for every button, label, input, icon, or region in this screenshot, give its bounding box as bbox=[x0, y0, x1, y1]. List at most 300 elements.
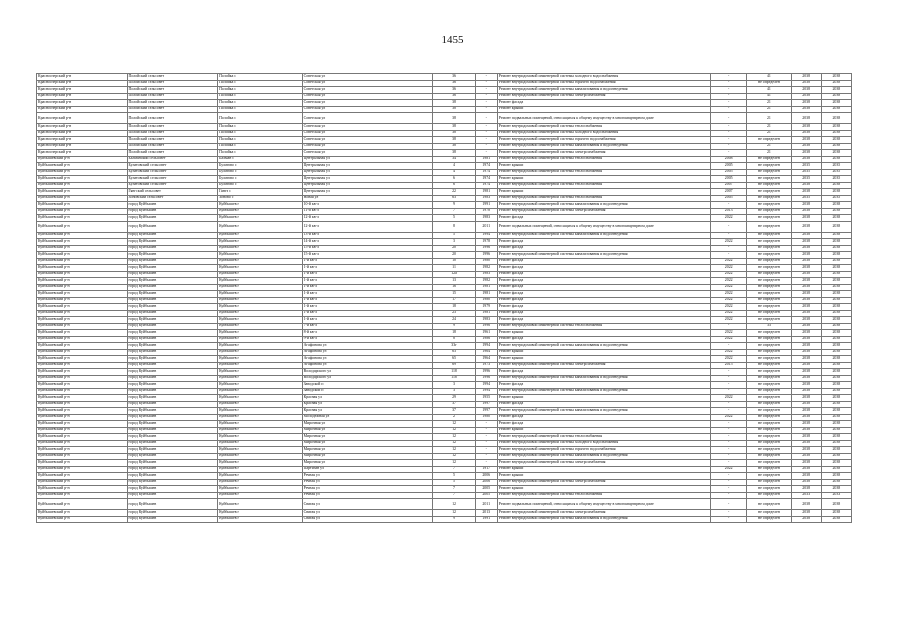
cell-plan-end: 2038 bbox=[821, 375, 851, 382]
cell-district: Куйбышевский р-н bbox=[37, 163, 128, 170]
cell-last-repair: - bbox=[711, 245, 747, 252]
cell-locality: Куйбышев г bbox=[218, 349, 303, 356]
cell-settlement: город Куйбышев bbox=[127, 382, 218, 389]
cell-street: 12-й кв-л bbox=[302, 215, 433, 222]
cell-last-repair: 2022 bbox=[711, 291, 747, 298]
cell-plan-start: 2038 bbox=[791, 100, 821, 107]
cell-settlement: Полойский сельсовет bbox=[127, 150, 218, 157]
cell-settlement: Полойский сельсовет bbox=[127, 137, 218, 144]
cell-plan-end: 2038 bbox=[821, 310, 851, 317]
cell-district: Куйбышевский р-н bbox=[37, 375, 128, 382]
cell-plan-end: 2038 bbox=[821, 421, 851, 428]
cell-district: Куйбышевский р-н bbox=[37, 486, 128, 493]
cell-work-type: Ремонт фасада bbox=[497, 239, 710, 246]
cell-settlement: город Куйбышев bbox=[127, 349, 218, 356]
cell-last-repair: - bbox=[711, 221, 747, 232]
cell-last-repair: 2022 bbox=[711, 336, 747, 343]
register-body bbox=[37, 74, 852, 523]
cell-last-repair: 2005 bbox=[711, 176, 747, 183]
cell-plan-start: 2038 bbox=[791, 434, 821, 441]
cell-street: Мирочная ул bbox=[302, 460, 433, 467]
cell-year: 1996 bbox=[475, 252, 497, 259]
cell-year: 1978 bbox=[475, 239, 497, 246]
cell-locality: Булатово с bbox=[218, 176, 303, 183]
cell-plan-start: 2038 bbox=[791, 113, 821, 124]
cell-locality: Полойка с bbox=[218, 74, 303, 81]
cell-settlement: город Куйбышев bbox=[127, 252, 218, 259]
cell-wear: не определен bbox=[747, 375, 791, 382]
cell-street: Речная ул bbox=[302, 479, 433, 486]
cell-district: Куйбышевский р-н bbox=[37, 202, 128, 209]
cell-plan-start: 2038 bbox=[791, 143, 821, 150]
cell-house: 7 bbox=[433, 486, 475, 493]
cell-work-type: Ремонт фасада bbox=[497, 421, 710, 428]
cell-work-type: Ремонт крыши bbox=[497, 356, 710, 363]
cell-plan-start: 2038 bbox=[791, 74, 821, 81]
cell-street: 1-й кв-л bbox=[302, 265, 433, 272]
cell-district: Куйбышевский р-н bbox=[37, 265, 128, 272]
cell-wear: не определен bbox=[747, 169, 791, 176]
cell-street: 7-й кв-л bbox=[302, 323, 433, 330]
cell-year: 1991 bbox=[475, 516, 497, 523]
cell-plan-start: 2038 bbox=[791, 453, 821, 460]
cell-year: 1981 bbox=[475, 310, 497, 317]
cell-plan-end: 2038 bbox=[821, 130, 851, 137]
cell-district: Красноозерский р-н bbox=[37, 106, 128, 113]
cell-plan-start: 2038 bbox=[791, 271, 821, 278]
cell-plan-start: 2038 bbox=[791, 479, 821, 486]
cell-plan-end: 2038 bbox=[821, 440, 851, 447]
cell-work-type: Ремонт внутридомовой инженерной системы канализования и водоотведения bbox=[497, 408, 710, 415]
cell-district: Куйбышевский р-н bbox=[37, 258, 128, 265]
cell-house: 38 bbox=[433, 130, 475, 137]
cell-locality: Куйбышев г bbox=[218, 297, 303, 304]
cell-district: Куйбышевский р-н bbox=[37, 408, 128, 415]
cell-locality: Полойка с bbox=[218, 106, 303, 113]
cell-district: Куйбышевский р-н bbox=[37, 323, 128, 330]
cell-house: 36 bbox=[433, 74, 475, 81]
cell-district: Красноозерский р-н bbox=[37, 87, 128, 94]
cell-last-repair: 2015 bbox=[711, 362, 747, 369]
cell-wear: 41 bbox=[747, 87, 791, 94]
cell-last-repair: - bbox=[711, 434, 747, 441]
cell-plan-start: 2038 bbox=[791, 375, 821, 382]
cell-work-type: Ремонт внутридомовой инженерной системы канализования и водоотведения bbox=[497, 87, 710, 94]
cell-work-type: Ремонт крыши bbox=[497, 486, 710, 493]
cell-house: 63 bbox=[433, 349, 475, 356]
cell-district: Куйбышевский р-н bbox=[37, 499, 128, 510]
cell-street: 1-й кв-л bbox=[302, 278, 433, 285]
cell-locality: Куйбышев г bbox=[218, 421, 303, 428]
cell-year: 1982 bbox=[475, 278, 497, 285]
cell-year: 1997 bbox=[475, 401, 497, 408]
cell-locality: Куйбышев г bbox=[218, 516, 303, 523]
cell-house: 24 bbox=[433, 317, 475, 324]
cell-work-type: Ремонт фасада bbox=[497, 414, 710, 421]
cell-locality: Куйбышев г bbox=[218, 401, 303, 408]
cell-work-type: Ремонт фасада bbox=[497, 284, 710, 291]
cell-plan-end: 2033 bbox=[821, 492, 851, 499]
cell-street: 1-й кв-л bbox=[302, 304, 433, 311]
cell-house: 13 bbox=[433, 278, 475, 285]
cell-work-type: Ремонт крыши bbox=[497, 466, 710, 473]
cell-house: 17 bbox=[433, 297, 475, 304]
cell-last-repair: 2022 bbox=[711, 278, 747, 285]
cell-year: - bbox=[475, 113, 497, 124]
cell-plan-end: 2038 bbox=[821, 479, 851, 486]
cell-plan-end: 2038 bbox=[821, 202, 851, 209]
cell-district: Куйбышевский р-н bbox=[37, 317, 128, 324]
cell-last-repair: - bbox=[711, 421, 747, 428]
cell-district: Куйбышевский р-н bbox=[37, 291, 128, 298]
cell-wear: не определен bbox=[747, 208, 791, 215]
cell-settlement: Зоновский сельсовет bbox=[127, 195, 218, 202]
cell-settlement: город Куйбышев bbox=[127, 343, 218, 350]
cell-house: 2 bbox=[433, 414, 475, 421]
cell-district: Красноозерский р-н bbox=[37, 93, 128, 100]
cell-settlement: Булатовский сельсовет bbox=[127, 182, 218, 189]
cell-settlement: город Куйбышев bbox=[127, 221, 218, 232]
cell-settlement: город Куйбышев bbox=[127, 421, 218, 428]
cell-house: 23 bbox=[433, 310, 475, 317]
cell-work-type: Ремонт фасада bbox=[497, 336, 710, 343]
cell-locality: Куйбышев г bbox=[218, 369, 303, 376]
cell-locality: Куйбышев г bbox=[218, 434, 303, 441]
cell-plan-end: 2038 bbox=[821, 343, 851, 350]
cell-plan-start: 2038 bbox=[791, 80, 821, 87]
cell-year: 1982 bbox=[475, 265, 497, 272]
cell-settlement: город Куйбышев bbox=[127, 284, 218, 291]
cell-year: - bbox=[475, 74, 497, 81]
cell-plan-start: 2038 bbox=[791, 401, 821, 408]
cell-year: 1974 bbox=[475, 182, 497, 189]
cell-locality: Куйбышев г bbox=[218, 278, 303, 285]
cell-wear: не определен bbox=[747, 284, 791, 291]
cell-work-type: Ремонт внутридомовой инженерной системы горячего водоснабжения bbox=[497, 447, 710, 454]
cell-work-type: Ремонт фасада bbox=[497, 369, 710, 376]
cell-wear: 41 bbox=[747, 74, 791, 81]
cell-work-type: Ремонт внутридомовой инженерной системы горячего водоснабжения bbox=[497, 80, 710, 87]
cell-plan-start: 2038 bbox=[791, 460, 821, 467]
cell-plan-end: 2038 bbox=[821, 447, 851, 454]
cell-last-repair: 2005 bbox=[711, 163, 747, 170]
cell-district: Красноозерский р-н bbox=[37, 143, 128, 150]
cell-last-repair: - bbox=[711, 516, 747, 523]
cell-plan-end: 2038 bbox=[821, 388, 851, 395]
cell-house: 9 bbox=[433, 202, 475, 209]
cell-settlement: Полойский сельсовет bbox=[127, 124, 218, 131]
cell-wear: не определен bbox=[747, 336, 791, 343]
cell-last-repair: - bbox=[711, 375, 747, 382]
cell-district: Куйбышевский р-н bbox=[37, 349, 128, 356]
cell-work-type: Ремонт фасада bbox=[497, 215, 710, 222]
cell-last-repair: - bbox=[711, 447, 747, 454]
cell-last-repair: - bbox=[711, 492, 747, 499]
cell-settlement: город Куйбышев bbox=[127, 297, 218, 304]
cell-last-repair: 2022 bbox=[711, 271, 747, 278]
cell-plan-start: 2038 bbox=[791, 356, 821, 363]
cell-house: 9 bbox=[433, 516, 475, 523]
cell-settlement: город Куйбышев bbox=[127, 356, 218, 363]
cell-year: 1991 bbox=[475, 202, 497, 209]
cell-last-repair: 2022 bbox=[711, 310, 747, 317]
cell-locality: Куйбышев г bbox=[218, 323, 303, 330]
cell-year: 1981 bbox=[475, 189, 497, 196]
cell-plan-start: 2038 bbox=[791, 221, 821, 232]
cell-street: Советская ул bbox=[302, 143, 433, 150]
cell-year: - bbox=[475, 87, 497, 94]
cell-wear: не определен bbox=[747, 486, 791, 493]
cell-plan-start: 2038 bbox=[791, 304, 821, 311]
cell-year: - bbox=[475, 440, 497, 447]
cell-house: 38 bbox=[433, 113, 475, 124]
cell-street: Мирочная ул bbox=[302, 427, 433, 434]
cell-year: 1996 bbox=[475, 245, 497, 252]
cell-district: Куйбышевский р-н bbox=[37, 336, 128, 343]
cell-street: 1-й кв-л bbox=[302, 291, 433, 298]
cell-district: Куйбышевский р-н bbox=[37, 447, 128, 454]
cell-settlement: город Куйбышев bbox=[127, 317, 218, 324]
cell-year: 1996 bbox=[475, 369, 497, 376]
cell-locality: Куйбышев г bbox=[218, 486, 303, 493]
cell-house: 65 bbox=[433, 356, 475, 363]
cell-street: Мирочная ул bbox=[302, 434, 433, 441]
cell-locality: Куйбышев г bbox=[218, 466, 303, 473]
cell-district: Куйбышевский р-н bbox=[37, 221, 128, 232]
cell-locality: Куйбышев г bbox=[218, 317, 303, 324]
cell-wear: не определен bbox=[747, 395, 791, 402]
cell-plan-start: 2035 bbox=[791, 176, 821, 183]
cell-year: 1978 bbox=[475, 208, 497, 215]
cell-work-type: Ремонт внутридомовой инженерной системы электроснабжения bbox=[497, 93, 710, 100]
cell-year: - bbox=[475, 130, 497, 137]
cell-plan-start: 2038 bbox=[791, 362, 821, 369]
cell-work-type: Ремонт внутридомовой инженерной системы электроснабжения bbox=[497, 208, 710, 215]
cell-settlement: город Куйбышев bbox=[127, 440, 218, 447]
cell-plan-end: 2038 bbox=[821, 156, 851, 163]
cell-last-repair: - bbox=[711, 479, 747, 486]
cell-plan-end: 2038 bbox=[821, 189, 851, 196]
cell-settlement: город Куйбышев bbox=[127, 447, 218, 454]
cell-plan-start: 2038 bbox=[791, 106, 821, 113]
cell-wear: не определен bbox=[747, 510, 791, 517]
cell-year: 1981 bbox=[475, 156, 497, 163]
cell-district: Красноозерский р-н bbox=[37, 150, 128, 157]
cell-work-type: Ремонт фасада bbox=[497, 100, 710, 107]
cell-last-repair: - bbox=[711, 401, 747, 408]
cell-plan-start: 2038 bbox=[791, 202, 821, 209]
cell-wear: не определен bbox=[747, 291, 791, 298]
cell-plan-end: 2038 bbox=[821, 434, 851, 441]
table-row bbox=[37, 516, 852, 523]
cell-wear: не определен bbox=[747, 388, 791, 395]
cell-last-repair: 2022 bbox=[711, 239, 747, 246]
cell-locality: Куйбышев г bbox=[218, 395, 303, 402]
cell-house: 11 bbox=[433, 265, 475, 272]
cell-house: 38 bbox=[433, 100, 475, 107]
cell-wear: не определен bbox=[747, 297, 791, 304]
cell-locality: Куйбышев г bbox=[218, 460, 303, 467]
cell-district: Красноозерский р-н bbox=[37, 137, 128, 144]
cell-work-type: Ремонт фасада bbox=[497, 271, 710, 278]
cell-wear: не определен bbox=[747, 252, 791, 259]
cell-district: Куйбышевский р-н bbox=[37, 156, 128, 163]
cell-settlement: город Куйбышев bbox=[127, 202, 218, 209]
cell-wear: не определен bbox=[747, 304, 791, 311]
cell-plan-end: 2038 bbox=[821, 362, 851, 369]
cell-last-repair: - bbox=[711, 80, 747, 87]
cell-wear: не определен bbox=[747, 245, 791, 252]
cell-plan-end: 2038 bbox=[821, 401, 851, 408]
cell-work-type: Ремонт крыши bbox=[497, 349, 710, 356]
cell-last-repair: - bbox=[711, 106, 747, 113]
cell-district: Куйбышевский р-н bbox=[37, 239, 128, 246]
cell-locality: Куйбышев г bbox=[218, 408, 303, 415]
cell-locality: Куйбышев г bbox=[218, 208, 303, 215]
cell-settlement: город Куйбышев bbox=[127, 369, 218, 376]
cell-year: - bbox=[475, 460, 497, 467]
cell-work-type: Ремонт подвальных помещений, относящихся к общему имуществу в многоквартирном доме bbox=[497, 221, 710, 232]
cell-plan-start: 2038 bbox=[791, 284, 821, 291]
cell-year: 1983 bbox=[475, 215, 497, 222]
cell-settlement: город Куйбышев bbox=[127, 453, 218, 460]
cell-year: - bbox=[475, 100, 497, 107]
cell-locality: Куйбышев г bbox=[218, 510, 303, 517]
cell-house: 36 bbox=[433, 93, 475, 100]
cell-house: 12а bbox=[433, 271, 475, 278]
cell-year: 1996 bbox=[475, 323, 497, 330]
cell-work-type: Ремонт крыши bbox=[497, 106, 710, 113]
cell-work-type: Ремонт крыши bbox=[497, 427, 710, 434]
cell-plan-end: 2038 bbox=[821, 278, 851, 285]
cell-house: 33г bbox=[433, 343, 475, 350]
cell-wear: не определен bbox=[747, 278, 791, 285]
cell-house: 12 bbox=[433, 447, 475, 454]
cell-work-type: Ремонт внутридомовой инженерной системы канализования и водоотведения bbox=[497, 375, 710, 382]
cell-locality: Куйбышев г bbox=[218, 202, 303, 209]
cell-plan-end: 2038 bbox=[821, 245, 851, 252]
cell-settlement: город Куйбышев bbox=[127, 208, 218, 215]
cell-settlement: город Куйбышев bbox=[127, 460, 218, 467]
cell-work-type: Ремонт внутридомовой инженерной системы электроснабжения bbox=[497, 460, 710, 467]
cell-plan-start: 2038 bbox=[791, 87, 821, 94]
cell-wear: не определен bbox=[747, 382, 791, 389]
cell-street: Агафонова ул bbox=[302, 349, 433, 356]
cell-wear: не определен bbox=[747, 401, 791, 408]
cell-last-repair: - bbox=[711, 408, 747, 415]
cell-district: Куйбышевский р-н bbox=[37, 369, 128, 376]
cell-wear: не определен bbox=[747, 156, 791, 163]
cell-locality: Куйбышев г bbox=[218, 215, 303, 222]
cell-wear: 33 bbox=[747, 323, 791, 330]
cell-plan-end: 2038 bbox=[821, 221, 851, 232]
cell-last-repair: 2008 bbox=[711, 156, 747, 163]
cell-street: Советская ул bbox=[302, 124, 433, 131]
cell-year: - bbox=[475, 427, 497, 434]
cell-year: 2011 bbox=[475, 221, 497, 232]
cell-house: 12 bbox=[433, 499, 475, 510]
cell-street: Заводской п bbox=[302, 382, 433, 389]
cell-district: Куйбышевский р-н bbox=[37, 473, 128, 480]
cell-wear: не определен bbox=[747, 137, 791, 144]
cell-district: Куйбышевский р-н bbox=[37, 278, 128, 285]
cell-work-type: Ремонт фасада bbox=[497, 304, 710, 311]
cell-year: 2011 bbox=[475, 499, 497, 510]
cell-house: 18 bbox=[433, 304, 475, 311]
cell-locality: Куйбышев г bbox=[218, 284, 303, 291]
cell-street: Партизан ул bbox=[302, 466, 433, 473]
cell-wear: 21 bbox=[747, 143, 791, 150]
cell-plan-start: 2038 bbox=[791, 124, 821, 131]
cell-locality: Куйбышев г bbox=[218, 499, 303, 510]
cell-work-type: Ремонт фасада bbox=[497, 291, 710, 298]
cell-wear: 21 bbox=[747, 130, 791, 137]
cell-plan-end: 2038 bbox=[821, 74, 851, 81]
cell-street: 15-й кв-л bbox=[302, 252, 433, 259]
cell-work-type: Ремонт внутридомовой инженерной системы электроснабжения bbox=[497, 150, 710, 157]
cell-last-repair: - bbox=[711, 499, 747, 510]
cell-district: Куйбышевский р-н bbox=[37, 453, 128, 460]
cell-year: 2005 bbox=[475, 486, 497, 493]
cell-locality: Полойка с bbox=[218, 100, 303, 107]
cell-house: 118 bbox=[433, 375, 475, 382]
cell-plan-start: 2038 bbox=[791, 369, 821, 376]
cell-plan-end: 2038 bbox=[821, 408, 851, 415]
cell-locality: Балман с bbox=[218, 156, 303, 163]
cell-settlement: город Куйбышев bbox=[127, 388, 218, 395]
cell-street: Советская ул bbox=[302, 100, 433, 107]
cell-last-repair: - bbox=[711, 510, 747, 517]
cell-plan-end: 2038 bbox=[821, 317, 851, 324]
cell-plan-start: 2038 bbox=[791, 317, 821, 324]
cell-plan-end: 2038 bbox=[821, 265, 851, 272]
cell-street: Мирочная ул bbox=[302, 447, 433, 454]
cell-plan-end: 2038 bbox=[821, 208, 851, 215]
cell-street: Советская ул bbox=[302, 87, 433, 94]
cell-plan-end: 2038 bbox=[821, 330, 851, 337]
cell-work-type: Ремонт крыши bbox=[497, 395, 710, 402]
cell-house: 3 bbox=[433, 382, 475, 389]
cell-street: Мирочная ул bbox=[302, 440, 433, 447]
cell-locality: Булатово с bbox=[218, 163, 303, 170]
cell-locality: Куйбышев г bbox=[218, 473, 303, 480]
cell-house: 34 bbox=[433, 156, 475, 163]
cell-street: 11-й кв-л bbox=[302, 208, 433, 215]
cell-settlement: город Куйбышев bbox=[127, 323, 218, 330]
cell-work-type: Ремонт фасада bbox=[497, 278, 710, 285]
cell-work-type: Ремонт внутридомовой инженерной системы канализования и водоотведения bbox=[497, 252, 710, 259]
cell-district: Куйбышевский р-н bbox=[37, 362, 128, 369]
cell-year: 1983 bbox=[475, 317, 497, 324]
cell-house: 4 bbox=[433, 169, 475, 176]
cell-wear: не определен bbox=[747, 369, 791, 376]
cell-wear: не определен bbox=[747, 265, 791, 272]
cell-locality: Куйбышев г bbox=[218, 310, 303, 317]
cell-work-type: Ремонт внутридомовой инженерной системы горячего водоснабжения bbox=[497, 137, 710, 144]
cell-house: 38 bbox=[433, 150, 475, 157]
cell-work-type: Ремонт фасада bbox=[497, 245, 710, 252]
cell-year: - bbox=[475, 150, 497, 157]
cell-plan-end: 2038 bbox=[821, 252, 851, 259]
cell-settlement: город Куйбышев bbox=[127, 466, 218, 473]
cell-last-repair: 2022 bbox=[711, 466, 747, 473]
cell-work-type: Ремонт внутридомовой инженерной системы теплоснабжения bbox=[497, 156, 710, 163]
cell-plan-start: 2038 bbox=[791, 291, 821, 298]
cell-plan-start: 2038 bbox=[791, 499, 821, 510]
cell-street: Центральная ул bbox=[302, 182, 433, 189]
cell-wear: не определен bbox=[747, 453, 791, 460]
cell-settlement: город Куйбышев bbox=[127, 375, 218, 382]
